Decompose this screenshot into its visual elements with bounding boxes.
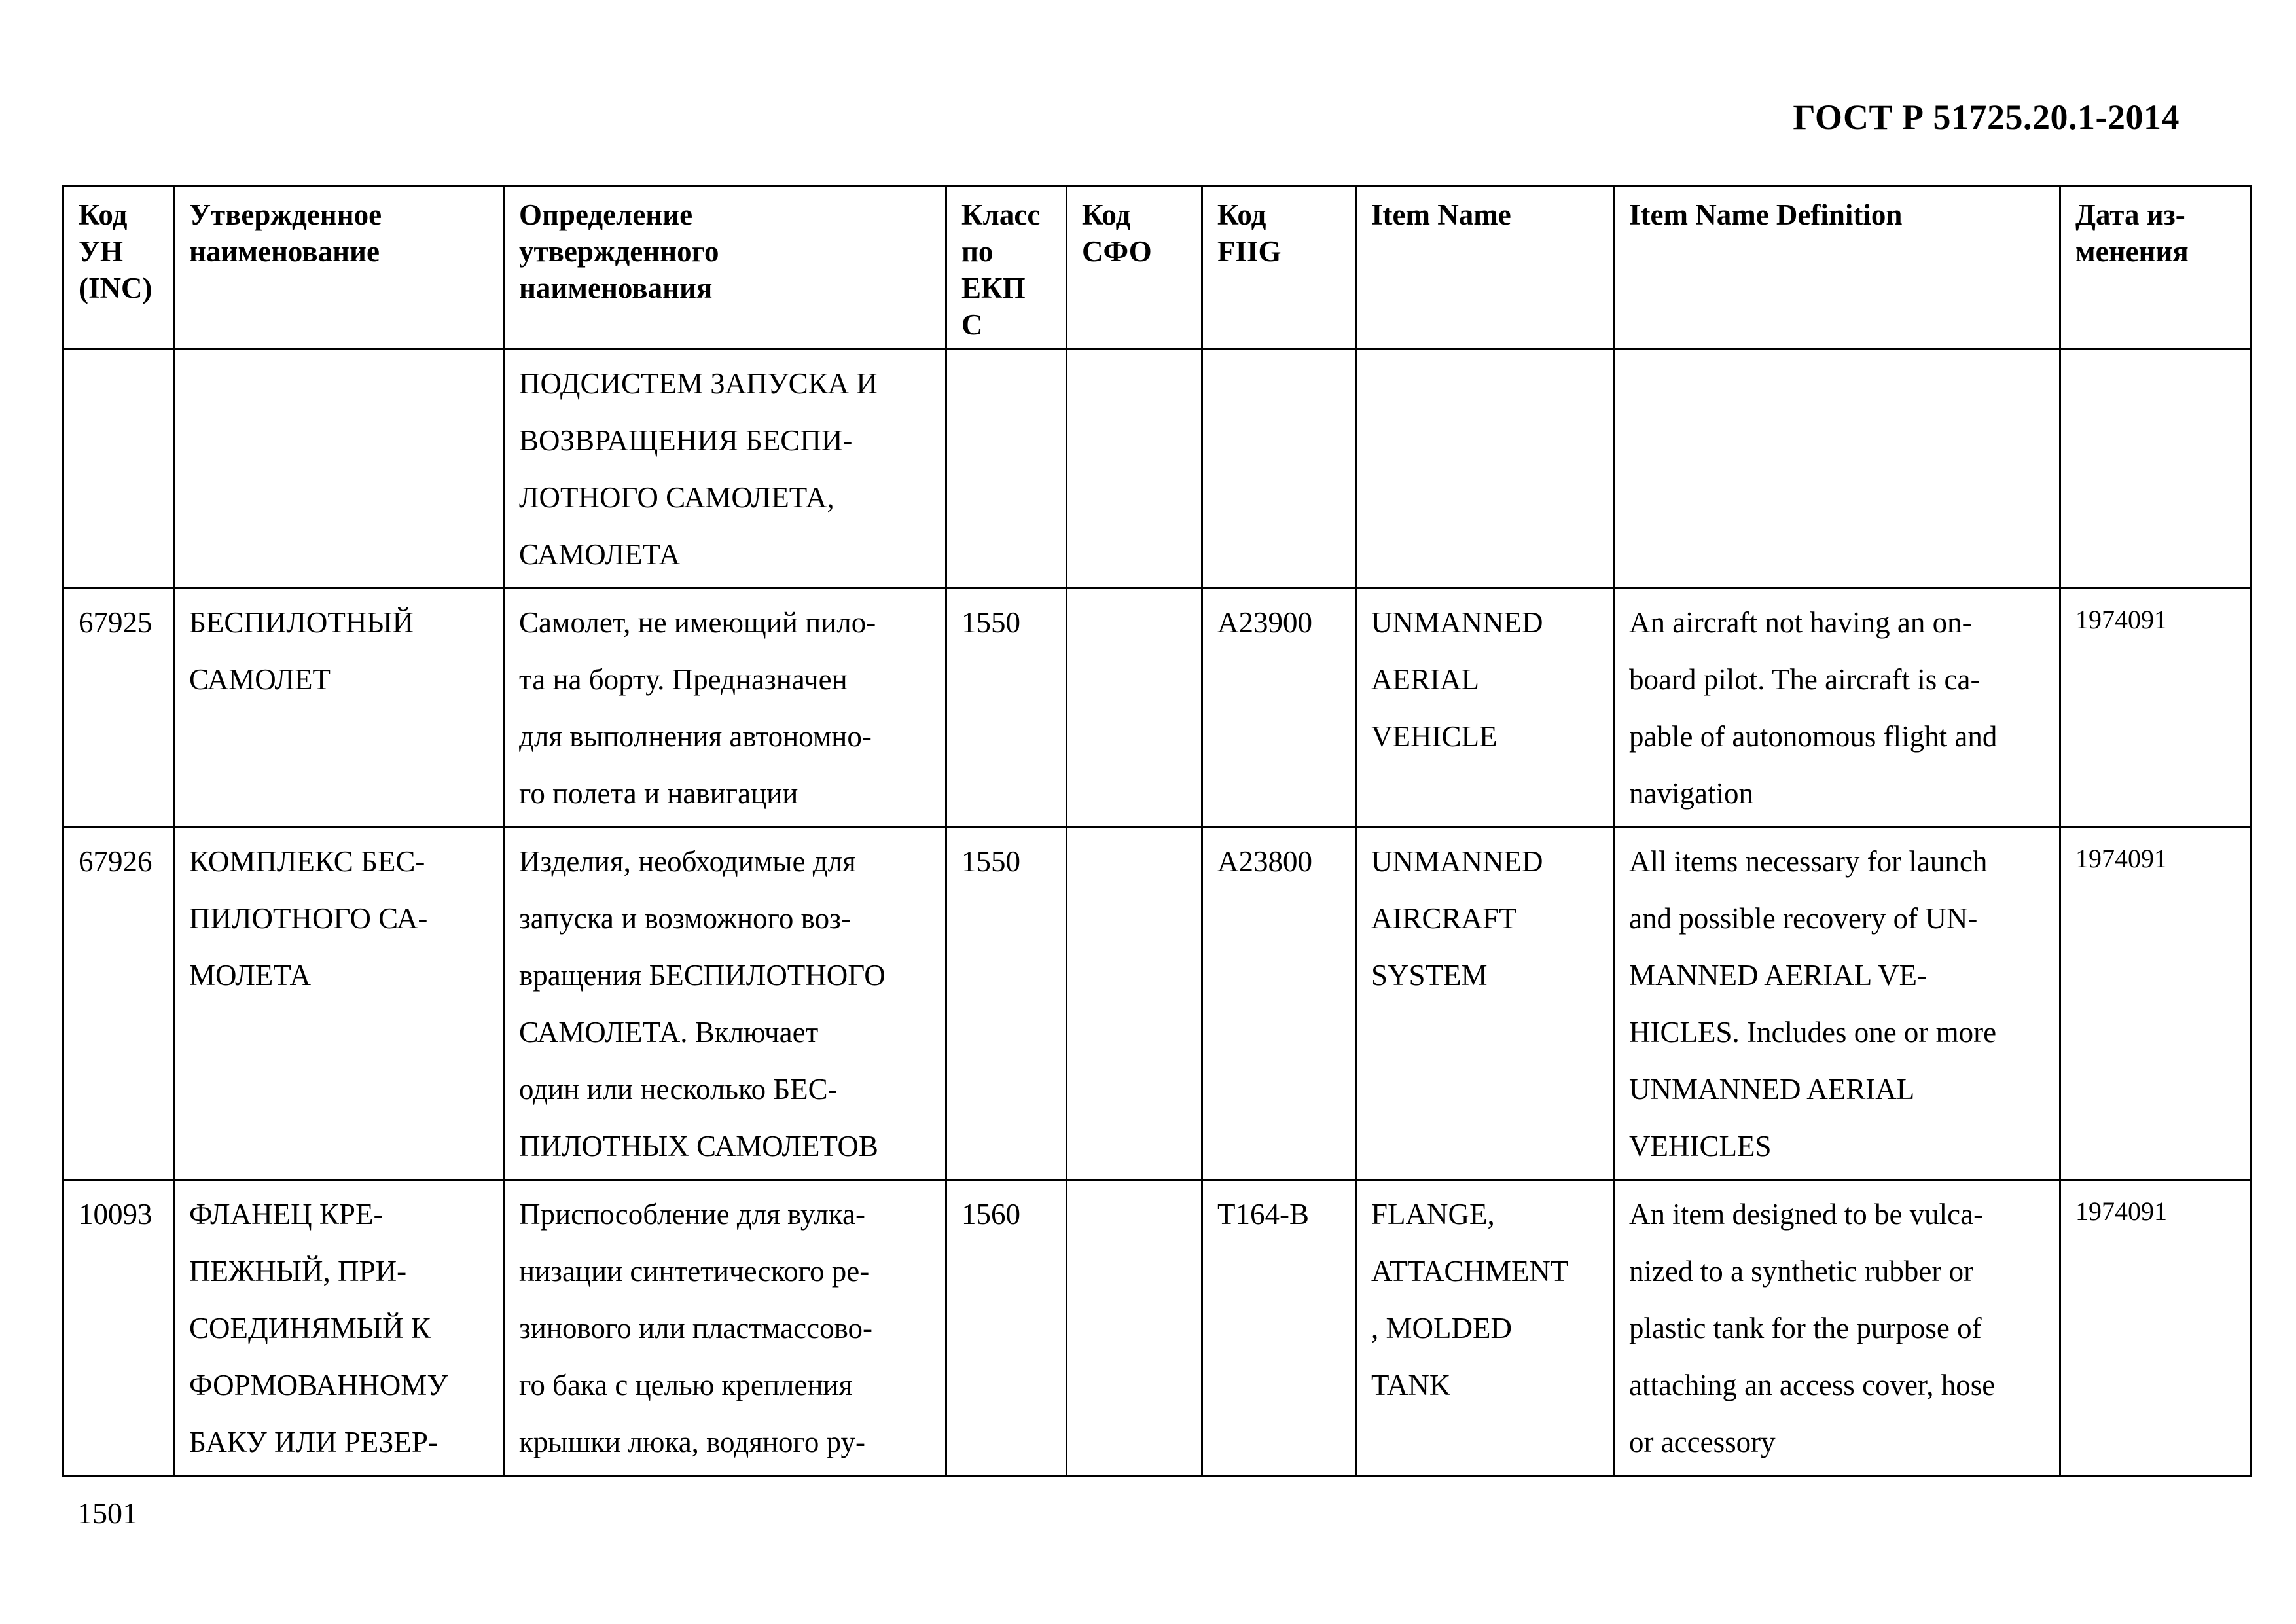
cell-sfo	[1067, 1180, 1202, 1476]
page-number: 1501	[77, 1496, 137, 1530]
column-header-sfo: Код СФО	[1067, 187, 1202, 350]
column-header-item-name-definition: Item Name Definition	[1614, 187, 2060, 350]
cell-change-date: 1974091	[2060, 827, 2251, 1180]
column-header-fiig: Код FIIG	[1202, 187, 1356, 350]
column-header-inc: Код УН (INC)	[63, 187, 174, 350]
cell-change-date: 1974091	[2060, 1180, 2251, 1476]
cell-name-definition: Самолет, не имеющий пило- та на борту. Предназначен для выполнения автономно- го полета и навигации	[504, 588, 946, 827]
column-header-name-definition: Определение утвержденного наименования	[504, 187, 946, 350]
cell-class: 1550	[946, 588, 1067, 827]
table-row	[63, 827, 2251, 1180]
cell-name-definition: Приспособление для вулка- низации синтетического ре- зинового или пластмассово- го бака с целью крепления крышки люка, водяного ру-	[504, 1180, 946, 1476]
cell-change-date	[2060, 350, 2251, 588]
cell-approved-name: КОМПЛЕКС БЕС- ПИЛОТНОГО СА- МОЛЕТА	[174, 827, 504, 1180]
cell-class	[946, 350, 1067, 588]
cell-approved-name	[174, 350, 504, 588]
cell-item-name-definition: An item designed to be vulca- nized to a synthetic rubber or plastic tank for the purpose of attaching an access cover, hose or accessory	[1614, 1180, 2060, 1476]
cell-change-date: 1974091	[2060, 588, 2251, 827]
cell-name-definition: ПОДСИСТЕМ ЗАПУСКА И ВОЗВРАЩЕНИЯ БЕСПИ- ЛОТНОГО САМОЛЕТА, САМОЛЕТА	[504, 350, 946, 588]
standard-designation: ГОСТ Р 51725.20.1-2014	[1793, 98, 2179, 137]
table-row	[63, 588, 2251, 827]
cell-fiig: A23800	[1202, 827, 1356, 1180]
cell-name-definition: Изделия, необходимые для запуска и возможного воз- вращения БЕСПИЛОТНОГО САМОЛЕТА. Включает один или несколько БЕС- ПИЛОТНЫХ САМОЛЕТОВ	[504, 827, 946, 1180]
cell-item-name: FLANGE, ATTACHMENT , MOLDED TANK	[1356, 1180, 1614, 1476]
cell-sfo	[1067, 588, 1202, 827]
catalog-table	[62, 185, 2252, 1477]
cell-item-name: UNMANNED AERIAL VEHICLE	[1356, 588, 1614, 827]
cell-item-name-definition	[1614, 350, 2060, 588]
cell-approved-name: БЕСПИЛОТНЫЙ САМОЛЕТ	[174, 588, 504, 827]
cell-sfo	[1067, 350, 1202, 588]
cell-item-name-definition: All items necessary for launch and possible recovery of UN- MANNED AERIAL VE- HICLES. Includes one or more UNMANNED AERIAL VEHICLES	[1614, 827, 2060, 1180]
cell-approved-name: ФЛАНЕЦ КРЕ- ПЕЖНЫЙ, ПРИ- СОЕДИНЯМЫЙ К ФОРМОВАННОМУ БАКУ ИЛИ РЕЗЕР-	[174, 1180, 504, 1476]
table-row	[63, 350, 2251, 588]
cell-item-name	[1356, 350, 1614, 588]
table-row	[63, 1180, 2251, 1476]
cell-inc: 10093	[63, 1180, 174, 1476]
column-header-item-name: Item Name	[1356, 187, 1614, 350]
cell-inc: 67925	[63, 588, 174, 827]
cell-class: 1560	[946, 1180, 1067, 1476]
column-header-class: Класс по ЕКП С	[946, 187, 1067, 350]
cell-inc	[63, 350, 174, 588]
cell-inc: 67926	[63, 827, 174, 1180]
cell-fiig: T164-B	[1202, 1180, 1356, 1476]
cell-item-name-definition: An aircraft not having an on- board pilot. The aircraft is ca- pable of autonomous flight and navigation	[1614, 588, 2060, 827]
column-header-approved-name: Утвержденное наименование	[174, 187, 504, 350]
cell-class: 1550	[946, 827, 1067, 1180]
cell-fiig: A23900	[1202, 588, 1356, 827]
table-header-row	[63, 187, 2251, 350]
column-header-change-date: Дата из- менения	[2060, 187, 2251, 350]
cell-sfo	[1067, 827, 1202, 1180]
cell-fiig	[1202, 350, 1356, 588]
cell-item-name: UNMANNED AIRCRAFT SYSTEM	[1356, 827, 1614, 1180]
